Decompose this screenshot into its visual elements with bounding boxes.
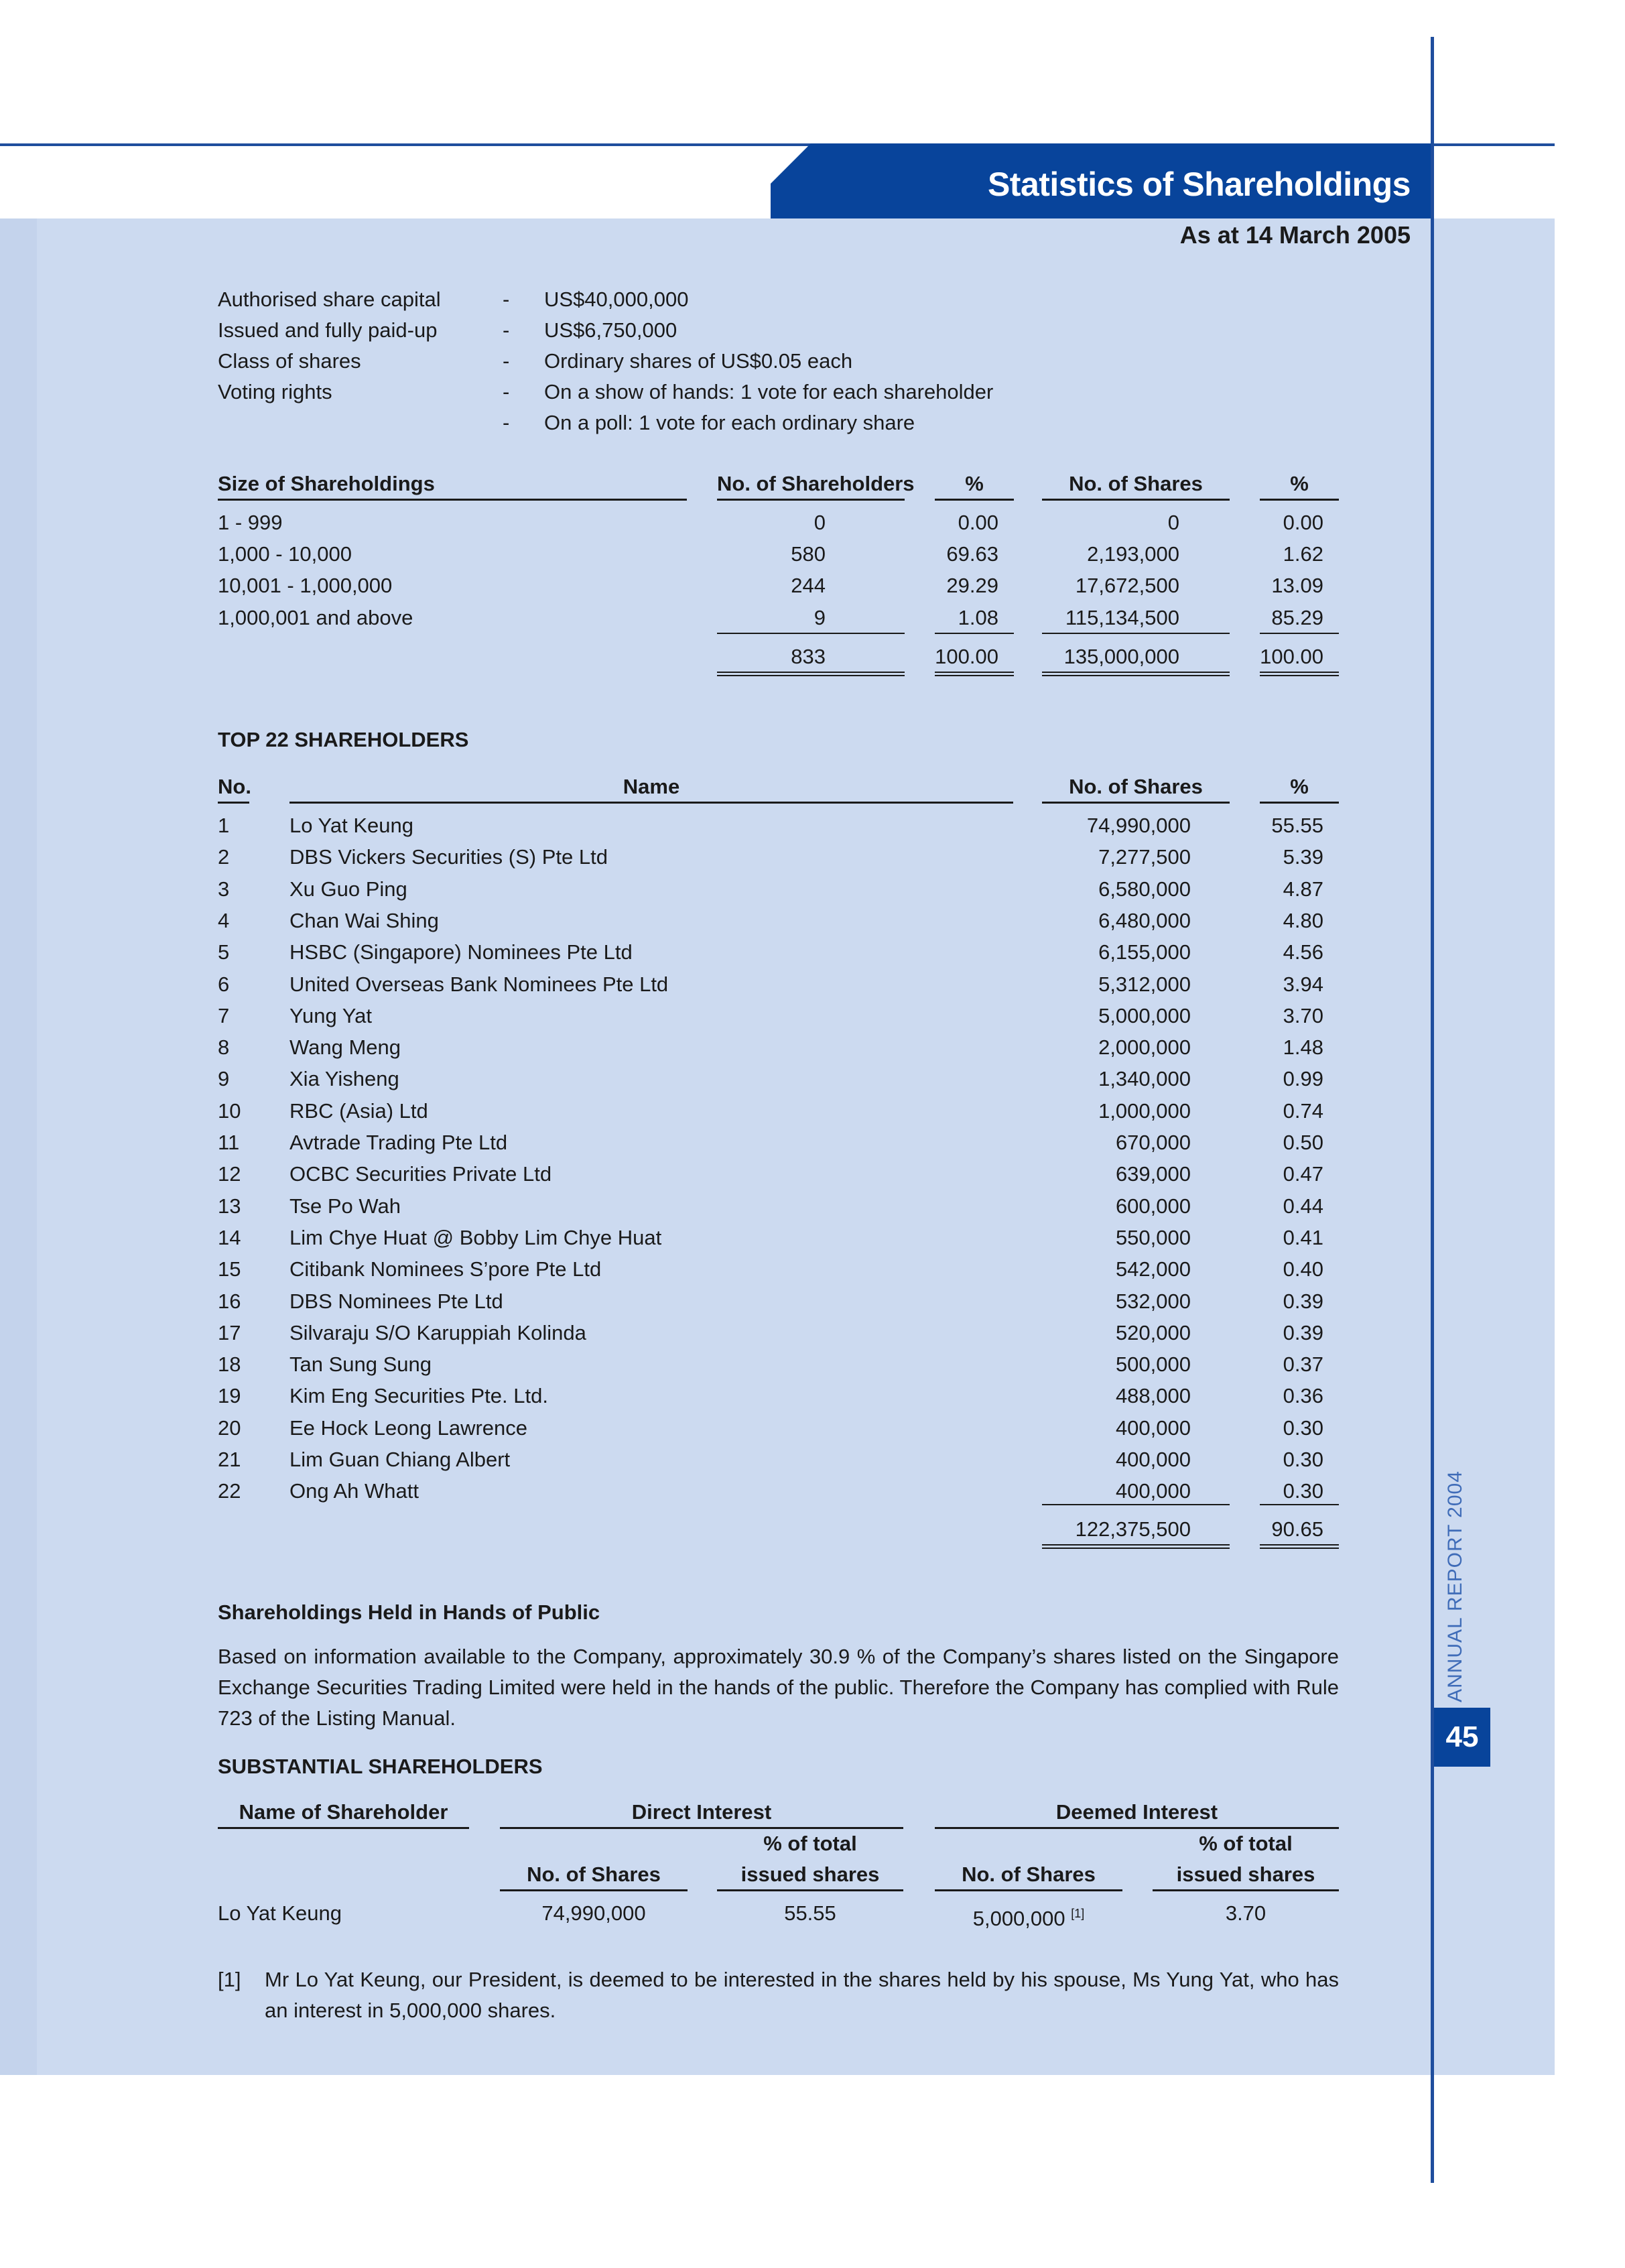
shares-cell: 532,000 <box>1115 1289 1191 1313</box>
top-total-pct: 90.65 <box>1271 1517 1323 1541</box>
pct-cell: 0.40 <box>1283 1257 1323 1281</box>
shares-cell: 5,000,000 <box>1098 1004 1191 1027</box>
header-underline <box>1042 802 1230 804</box>
row-number: 9 <box>218 1067 230 1090</box>
header-underline <box>500 1889 688 1891</box>
size-header: % <box>965 472 984 495</box>
total-double-rule <box>935 672 1014 676</box>
size-cell: 1,000,001 and above <box>218 606 413 629</box>
size-cell: 1.08 <box>958 606 998 629</box>
row-number: 22 <box>218 1479 241 1503</box>
header-underline <box>935 499 1014 501</box>
header-underline <box>1153 1889 1339 1891</box>
top-header: No. of Shares <box>1069 775 1203 798</box>
pct-cell: 0.99 <box>1283 1067 1323 1090</box>
row-number: 1 <box>218 814 230 837</box>
header-underline <box>1042 499 1230 501</box>
shareholder-name: Silvaraju S/O Karuppiah Kolinda <box>289 1321 586 1344</box>
substantial-name: Lo Yat Keung <box>218 1901 342 1925</box>
size-cell: 115,134,500 <box>1065 606 1179 629</box>
subtotal-rule <box>935 633 1014 634</box>
public-heading: Shareholdings Held in Hands of Public <box>218 1600 600 1624</box>
substantial-deemed-shares: 5,000,000 [1] <box>972 1907 1085 1930</box>
header-underline <box>717 499 905 501</box>
pct-cell: 3.70 <box>1283 1004 1323 1027</box>
row-number: 20 <box>218 1416 241 1440</box>
header-underline <box>935 1889 1122 1891</box>
substantial-deemed-pct: 3.70 <box>1225 1901 1266 1925</box>
row-number: 8 <box>218 1035 230 1059</box>
shareholder-name: HSBC (Singapore) Nominees Pte Ltd <box>289 940 633 964</box>
shareholder-name: Xia Yisheng <box>289 1067 399 1090</box>
pct-cell: 0.30 <box>1283 1416 1323 1440</box>
pct-cell: 0.30 <box>1283 1479 1323 1503</box>
public-paragraph: Based on information available to the Company, approximately 30.9 % of the Company’s shares listed on the Singapore Exchange Securities Trading Limited were held in the hands of the public. Therefore the Company has complied with Rule 723 of the Listing Manual. <box>218 1645 1339 1730</box>
capital-value: US$6,750,000 <box>544 318 677 342</box>
substantial-col-name: Name of Shareholder <box>239 1800 448 1824</box>
pct-cell: 0.39 <box>1283 1321 1323 1344</box>
pct-cell: 0.50 <box>1283 1131 1323 1154</box>
annual-report-label: ANNUAL REPORT 2004 <box>1444 1470 1466 1702</box>
capital-dash: - <box>503 349 510 373</box>
shareholder-name: Wang Meng <box>289 1035 401 1059</box>
size-header: No. of Shares <box>1069 472 1203 495</box>
size-header: % <box>1290 472 1309 495</box>
pct-cell: 55.55 <box>1271 814 1323 837</box>
row-number: 14 <box>218 1226 241 1249</box>
header-underline <box>717 1889 903 1891</box>
shares-cell: 6,480,000 <box>1098 909 1191 932</box>
shares-cell: 7,277,500 <box>1098 845 1191 869</box>
shares-cell: 6,580,000 <box>1098 877 1191 901</box>
shareholder-name: DBS Vickers Securities (S) Pte Ltd <box>289 845 608 869</box>
shares-cell: 520,000 <box>1115 1321 1191 1344</box>
pct-cell: 0.44 <box>1283 1194 1323 1218</box>
size-total: 833 <box>791 645 826 668</box>
row-number: 3 <box>218 877 230 901</box>
capital-dash: - <box>503 318 510 342</box>
top-shareholders-heading: TOP 22 SHAREHOLDERS <box>218 728 469 751</box>
capital-label: Issued and fully paid-up <box>218 318 438 342</box>
top-total-shares: 122,375,500 <box>1075 1517 1191 1541</box>
pct-cell: 5.39 <box>1283 845 1323 869</box>
subtotal-rule <box>1042 633 1230 634</box>
pct-cell: 0.37 <box>1283 1352 1323 1376</box>
header-underline <box>218 499 687 501</box>
row-number: 17 <box>218 1321 241 1344</box>
page-number: 45 <box>1434 1708 1490 1767</box>
row-number: 2 <box>218 845 230 869</box>
row-number: 12 <box>218 1162 241 1186</box>
shares-cell: 2,000,000 <box>1098 1035 1191 1059</box>
page-title: Statistics of Shareholdings <box>987 166 1411 203</box>
size-total: 135,000,000 <box>1063 645 1179 668</box>
shares-cell: 542,000 <box>1115 1257 1191 1281</box>
substantial-heading: SUBSTANTIAL SHAREHOLDERS <box>218 1755 543 1778</box>
size-cell: 0 <box>1167 511 1179 534</box>
size-cell: 580 <box>791 542 826 566</box>
substantial-subheader: issued shares <box>1176 1863 1315 1886</box>
size-cell: 29.29 <box>946 574 998 597</box>
size-cell: 1.62 <box>1283 542 1323 566</box>
capital-dash: - <box>503 380 510 403</box>
substantial-col-direct: Direct Interest <box>631 1800 772 1824</box>
shareholder-name: Citibank Nominees S’pore Pte Ltd <box>289 1257 602 1281</box>
row-number: 4 <box>218 909 230 932</box>
substantial-direct-shares: 74,990,000 <box>541 1901 646 1925</box>
size-total: 100.00 <box>1260 645 1323 668</box>
top-header: Name <box>623 775 680 798</box>
pct-cell: 1.48 <box>1283 1035 1323 1059</box>
total-double-rule <box>1260 672 1339 676</box>
shareholder-name: RBC (Asia) Ltd <box>289 1099 428 1123</box>
pct-cell: 4.56 <box>1283 940 1323 964</box>
substantial-subheader: % of total <box>763 1832 857 1855</box>
pct-cell: 0.74 <box>1283 1099 1323 1123</box>
row-number: 21 <box>218 1448 241 1471</box>
capital-label: Authorised share capital <box>218 288 441 311</box>
size-cell: 0 <box>814 511 826 534</box>
total-double-rule <box>717 672 905 676</box>
size-cell: 17,672,500 <box>1075 574 1179 597</box>
shares-cell: 1,340,000 <box>1098 1067 1191 1090</box>
shares-cell: 500,000 <box>1115 1352 1191 1376</box>
header-underline <box>1260 802 1339 804</box>
size-cell: 10,001 - 1,000,000 <box>218 574 393 597</box>
shareholder-name: Lo Yat Keung <box>289 814 414 837</box>
shares-cell: 6,155,000 <box>1098 940 1191 964</box>
shares-cell: 400,000 <box>1115 1416 1191 1440</box>
size-cell: 2,193,000 <box>1087 542 1179 566</box>
row-number: 15 <box>218 1257 241 1281</box>
row-number: 10 <box>218 1099 241 1123</box>
row-number: 7 <box>218 1004 230 1027</box>
pct-cell: 0.30 <box>1283 1448 1323 1471</box>
shares-cell: 639,000 <box>1115 1162 1191 1186</box>
capital-value: On a poll: 1 vote for each ordinary share <box>544 411 915 434</box>
size-cell: 85.29 <box>1271 606 1323 629</box>
shareholder-name: Xu Guo Ping <box>289 877 407 901</box>
shareholder-name: Lim Guan Chiang Albert <box>289 1448 511 1471</box>
subtotal-rule <box>1260 1504 1339 1505</box>
top-header: % <box>1290 775 1309 798</box>
subtotal-rule <box>1260 633 1339 634</box>
size-cell: 0.00 <box>958 511 998 534</box>
substantial-subheader: No. of Shares <box>962 1863 1096 1886</box>
capital-value: Ordinary shares of US$0.05 each <box>544 349 853 373</box>
subtotal-rule <box>717 633 905 634</box>
substantial-col-deemed: Deemed Interest <box>1055 1800 1218 1824</box>
substantial-subheader: issued shares <box>740 1863 880 1886</box>
size-cell: 0.00 <box>1283 511 1323 534</box>
header-underline <box>218 1827 469 1829</box>
shares-cell: 600,000 <box>1115 1194 1191 1218</box>
shares-cell: 488,000 <box>1115 1384 1191 1407</box>
row-number: 11 <box>218 1131 240 1154</box>
margin-rule <box>1431 37 1434 2183</box>
total-double-rule <box>1260 1544 1339 1549</box>
shareholder-name: Yung Yat <box>289 1004 372 1027</box>
shares-cell: 74,990,000 <box>1086 814 1191 837</box>
footnote-ref: [1] <box>1071 1907 1085 1920</box>
row-number: 5 <box>218 940 230 964</box>
top-header: No. <box>218 775 251 798</box>
shareholder-name: Ee Hock Leong Lawrence <box>289 1416 528 1440</box>
pct-cell: 4.80 <box>1283 909 1323 932</box>
pct-cell: 0.41 <box>1283 1226 1323 1249</box>
pct-cell: 0.36 <box>1283 1384 1323 1407</box>
shares-cell: 400,000 <box>1115 1448 1191 1471</box>
footnote-text: Mr Lo Yat Keung, our President, is deemed to be interested in the shares held by his spouse, Ms Yung Yat, who has an interest in 5,000,000 shares. <box>265 1968 1339 2022</box>
size-header: Size of Shareholdings <box>218 472 435 495</box>
capital-value: On a show of hands: 1 vote for each shareholder <box>544 380 994 403</box>
shares-cell: 1,000,000 <box>1098 1099 1191 1123</box>
size-header: No. of Shareholders <box>717 472 915 495</box>
shares-cell: 670,000 <box>1115 1131 1191 1154</box>
subtotal-rule <box>1042 1504 1230 1505</box>
capital-dash: - <box>503 411 510 434</box>
shares-cell: 400,000 <box>1115 1479 1191 1503</box>
shareholder-name: Avtrade Trading Pte Ltd <box>289 1131 508 1154</box>
shareholder-name: Ong Ah Whatt <box>289 1479 419 1503</box>
shares-cell: 5,312,000 <box>1098 972 1191 996</box>
shareholder-name: Tan Sung Sung <box>289 1352 432 1376</box>
pct-cell: 4.87 <box>1283 877 1323 901</box>
panel-left-strip <box>0 218 37 2075</box>
shareholder-name: Lim Chye Huat @ Bobby Lim Chye Huat <box>289 1226 662 1249</box>
row-number: 13 <box>218 1194 241 1218</box>
substantial-direct-pct: 55.55 <box>784 1901 836 1925</box>
pct-cell: 3.94 <box>1283 972 1323 996</box>
shares-cell: 550,000 <box>1115 1226 1191 1249</box>
size-cell: 1 - 999 <box>218 511 283 534</box>
header-underline <box>935 1827 1339 1829</box>
header-underline <box>289 802 1013 804</box>
substantial-subheader: % of total <box>1199 1832 1293 1855</box>
page-subtitle: As at 14 March 2005 <box>1179 221 1411 249</box>
size-cell: 244 <box>791 574 826 597</box>
capital-value: US$40,000,000 <box>544 288 689 311</box>
row-number: 18 <box>218 1352 241 1376</box>
size-cell: 13.09 <box>1271 574 1323 597</box>
row-number: 6 <box>218 972 230 996</box>
pct-cell: 0.47 <box>1283 1162 1323 1186</box>
shareholder-name: Tse Po Wah <box>289 1194 401 1218</box>
size-cell: 1,000 - 10,000 <box>218 542 352 566</box>
row-number: 19 <box>218 1384 241 1407</box>
footnote-marker: [1] <box>218 1968 241 1991</box>
header-underline <box>1260 499 1339 501</box>
shareholder-name: Chan Wai Shing <box>289 909 439 932</box>
size-cell: 69.63 <box>946 542 998 566</box>
row-number: 16 <box>218 1289 241 1313</box>
shareholder-name: DBS Nominees Pte Ltd <box>289 1289 503 1313</box>
size-total: 100.00 <box>935 645 998 668</box>
total-double-rule <box>1042 1544 1230 1549</box>
shareholder-name: OCBC Securities Private Ltd <box>289 1162 552 1186</box>
capital-dash: - <box>503 288 510 311</box>
capital-label: Voting rights <box>218 380 332 403</box>
header-underline <box>500 1827 903 1829</box>
header-underline <box>218 802 249 804</box>
total-double-rule <box>1042 672 1230 676</box>
shareholder-name: Kim Eng Securities Pte. Ltd. <box>289 1384 548 1407</box>
shareholder-name: United Overseas Bank Nominees Pte Ltd <box>289 972 669 996</box>
substantial-subheader: No. of Shares <box>527 1863 661 1886</box>
pct-cell: 0.39 <box>1283 1289 1323 1313</box>
size-cell: 9 <box>814 606 826 629</box>
capital-label: Class of shares <box>218 349 361 373</box>
